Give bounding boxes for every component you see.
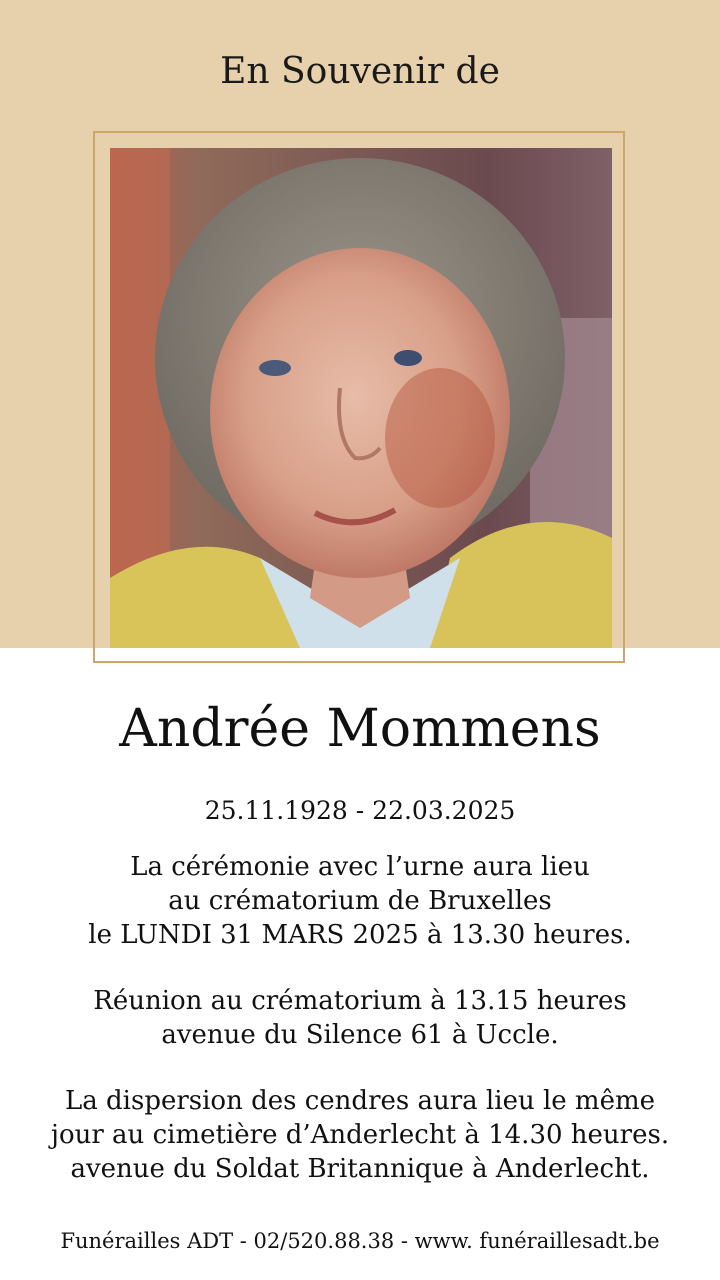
dispersion-line: jour au cimetière d’Anderlecht à 14.30 heures. bbox=[50, 1120, 670, 1150]
life-dates: 25.11.1928 - 22.03.2025 bbox=[204, 796, 516, 825]
portrait-photo bbox=[110, 148, 612, 648]
ceremony-line: au crématorium de Bruxelles bbox=[168, 886, 552, 916]
meeting-line: Réunion au crématorium à 13.15 heures bbox=[93, 986, 627, 1016]
dispersion-line: avenue du Soldat Britannique à Anderlecht. bbox=[70, 1154, 650, 1184]
ceremony-paragraph bbox=[0, 850, 720, 952]
ceremony-line: le LUNDI 31 MARS 2025 à 13.30 heures. bbox=[88, 920, 632, 950]
footer-contact: Funérailles ADT - 02/520.88.38 - www. funéraillesadt.be bbox=[60, 1229, 660, 1253]
ceremony-line: La cérémonie avec l’urne aura lieu bbox=[130, 852, 590, 882]
deceased-name: Andrée Mommens bbox=[119, 699, 601, 759]
header-title: En Souvenir de bbox=[220, 51, 500, 92]
meeting-paragraph bbox=[0, 984, 720, 1052]
meeting-line: avenue du Silence 61 à Uccle. bbox=[161, 1020, 559, 1050]
dispersion-line: La dispersion des cendres aura lieu le même bbox=[64, 1086, 656, 1116]
dispersion-paragraph bbox=[0, 1084, 720, 1186]
